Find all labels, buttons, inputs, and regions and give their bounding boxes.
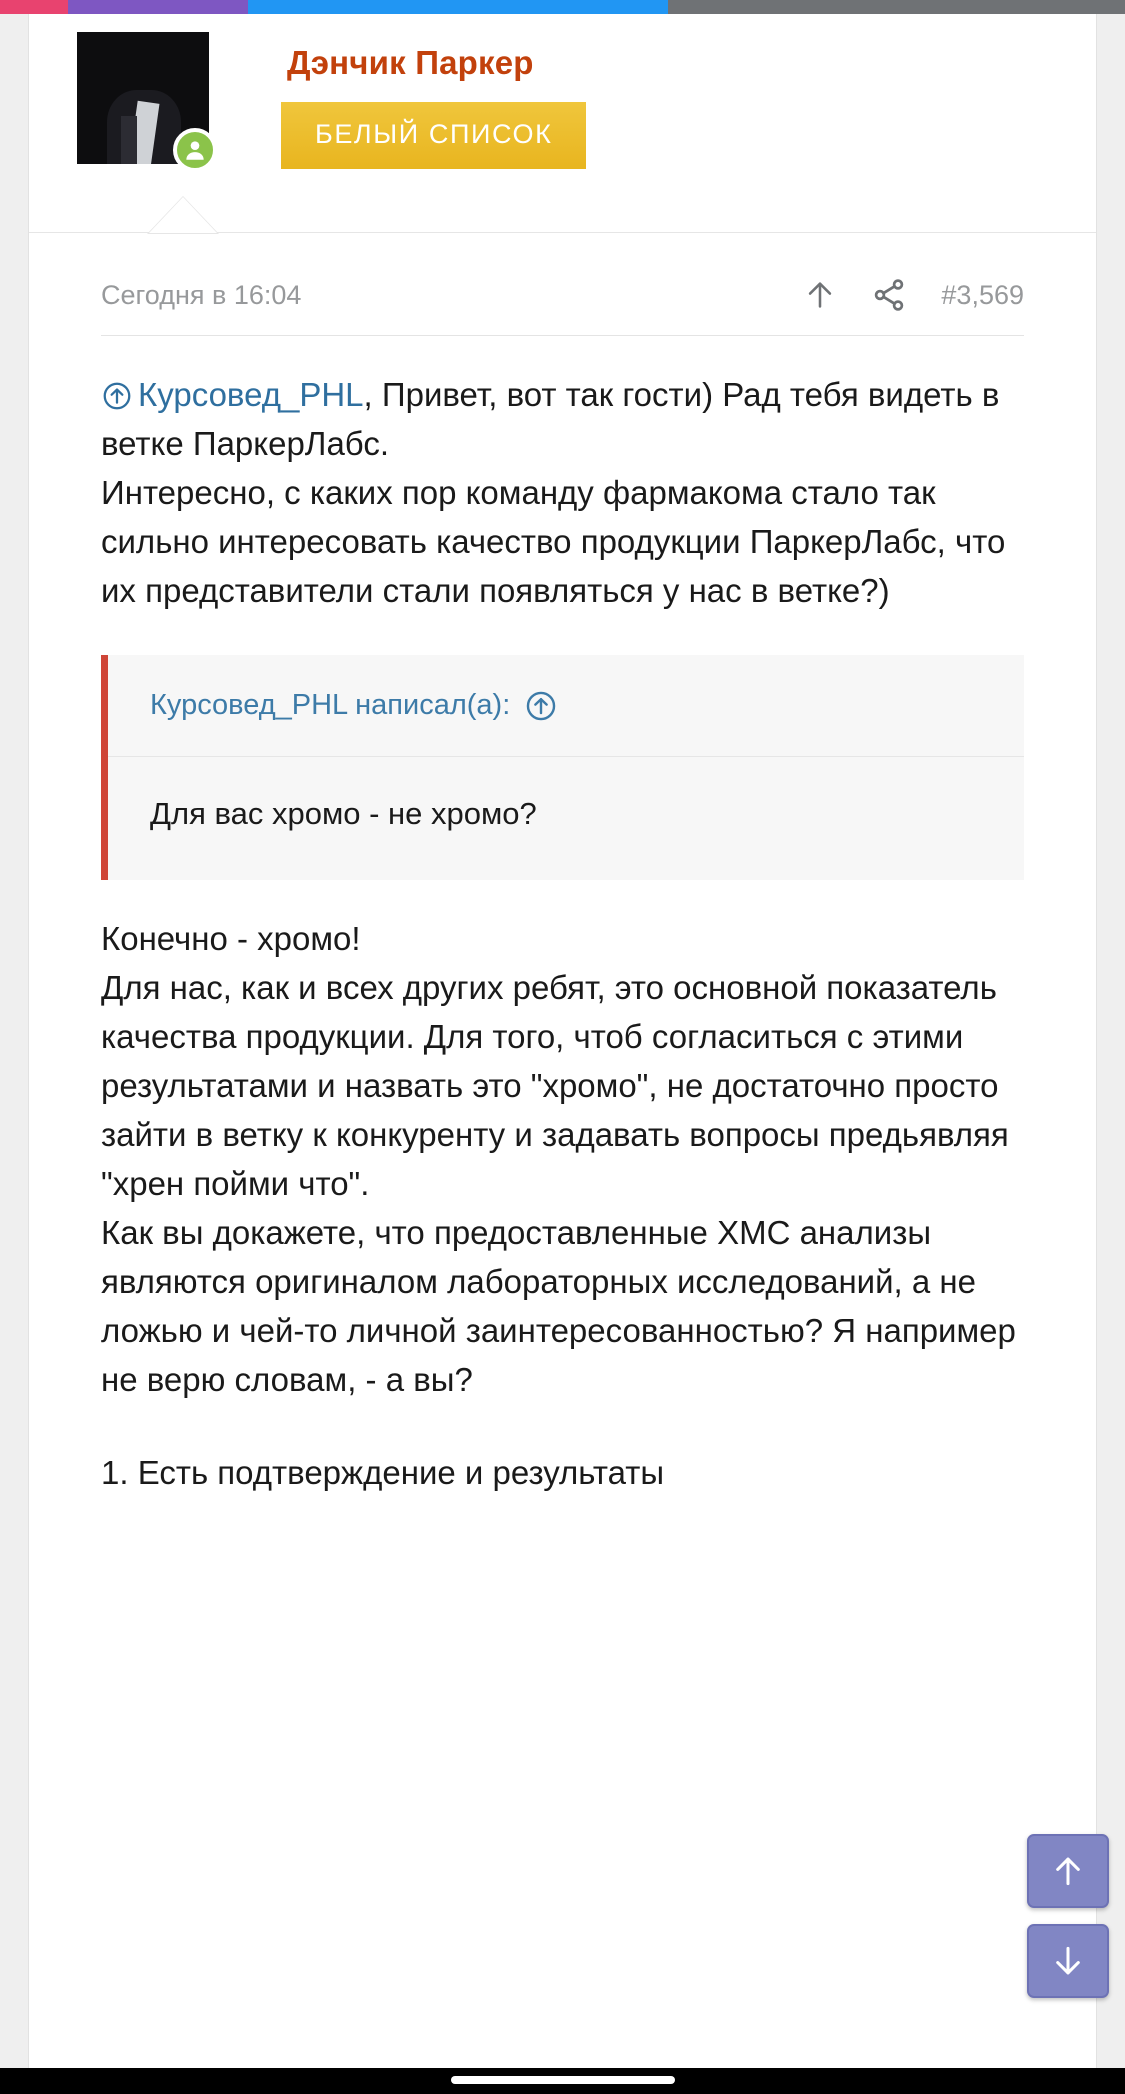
scroll-up-button[interactable] xyxy=(1027,1834,1109,1908)
strip-segment-grey xyxy=(668,0,1125,14)
mention-link[interactable] xyxy=(101,376,364,413)
post-timestamp[interactable]: Сегодня в 16:04 xyxy=(101,279,302,310)
avatar[interactable] xyxy=(77,32,209,164)
circled-arrow-up-icon[interactable] xyxy=(524,689,558,723)
share-icon[interactable] xyxy=(871,277,907,313)
status-badge: БЕЛЫЙ СПИСОК xyxy=(281,102,586,169)
scroll-controls xyxy=(1027,1834,1109,1998)
post-paragraph-truncated: 1. Есть подтверждение и результаты xyxy=(101,1454,665,1491)
browser-top-strip xyxy=(0,0,1125,14)
post-header xyxy=(29,14,1096,233)
post-paragraph-1-text: , Привет, вот так гости) Рад тебя видеть в ветке ПаркерЛабс. xyxy=(101,376,1000,462)
post-meta-row xyxy=(101,233,1024,336)
avatar-shape-shadow xyxy=(121,116,137,164)
home-indicator[interactable] xyxy=(451,2076,675,2084)
post-author-name[interactable]: Дэнчик Паркер xyxy=(287,44,534,81)
forum-post-card xyxy=(28,14,1097,2094)
mention-label: Курсовед_PHL xyxy=(138,376,364,413)
quote-header[interactable] xyxy=(108,655,1024,757)
post-paragraph-4: Для нас, как и всех других ребят, это основной показатель качества продукции. Для того, чтоб согласиться с этими результатами и назвать это "хромо", не достаточно просто зайти в ветку к конкуренту и задавать вопросы предьявляя "хрен пойми что". xyxy=(101,969,1009,1202)
post-meta-actions xyxy=(803,277,1024,313)
arrow-up-icon[interactable] xyxy=(803,277,837,313)
quote-block xyxy=(101,655,1024,880)
quote-author-label: Курсовед_PHL написал(а): xyxy=(150,689,511,721)
strip-segment-blue xyxy=(248,0,668,14)
post-number[interactable]: #3,569 xyxy=(941,279,1024,310)
strip-segment-purple xyxy=(68,0,248,14)
page-background xyxy=(0,14,1125,2094)
user-online-icon xyxy=(173,128,217,172)
post-paragraph-1 xyxy=(101,370,1024,468)
post-paragraph-2: Интересно, с каких пор команду фармакома стало так сильно интересовать качество продукции ПаркерЛабс, что их представители стали появляться у нас в ветке?) xyxy=(101,474,1006,609)
system-navigation-bar xyxy=(0,2068,1125,2094)
post-paragraph-5: Как вы докажете, что предоставленные ХМС анализы являются оригиналом лабораторных исследований, а не ложью и чей-то личной заинтересованностью? Я например не верю словам, - а вы? xyxy=(101,1214,1016,1398)
post-body xyxy=(101,336,1024,1497)
post-paragraph-3: Конечно - хромо! xyxy=(101,920,361,957)
speech-bubble-tail xyxy=(149,197,217,233)
quote-text: Для вас хромо - не хромо? xyxy=(150,796,537,831)
scroll-down-button[interactable] xyxy=(1027,1924,1109,1998)
circled-arrow-up-icon xyxy=(101,380,133,412)
strip-segment-pink xyxy=(0,0,68,14)
